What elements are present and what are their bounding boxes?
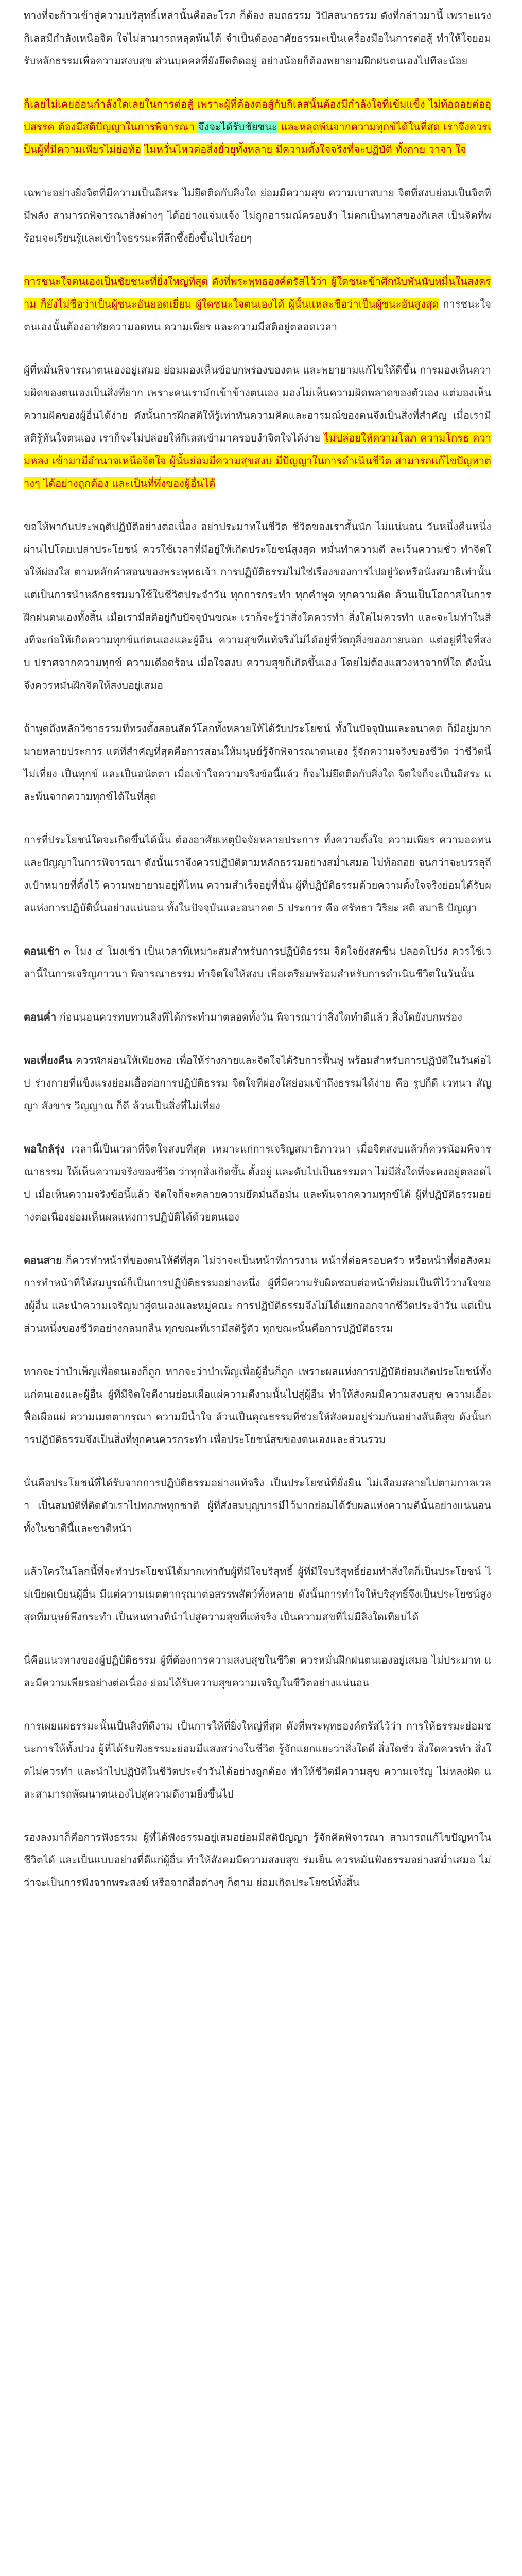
paragraph (24, 1649, 491, 1694)
paragraph-text: รองลงมาก็คือการฟังธรรม ผู้ที่ได้ฟังธรรมอยู่เสมอย่อมมีสติปัญญา รู้จักคิดพิจารณา สามารถแก้ไขปัญหาในชีวิตได้ และเป็นแบบอย่างที่ดีแก่ผู้อื่น ทำให้สังคมมีความสงบสุข ร่มเย็น ควรหมั่นฟังธรรมอย่างสม่ำเสมอ ไม่ว่าจะเป็นการฟังจากพระสงฆ์ หรือจากสื่อต่างๆ ก็ตาม ย่อมเกิดประโยชน์ทั้งสิ้น (24, 1831, 491, 1889)
paragraph (24, 1560, 491, 1628)
paragraph-lead: พอเที่ยงคืน (24, 1054, 72, 1066)
highlighted-text: ดังที่พระพุทธองค์ตรัสไว้ว่า ผู้ใดชนะข้าศึกนับพันนับหมื่นในสงคราม ก็ยังไม่ชื่อว่าเป็นผู้ชนะอันยอดเยี่ยม ผู้ใดชนะใจตนเองได้ ผู้นั้นแหละชื่อว่าเป็นผู้ชนะอันสูงสุด (24, 275, 491, 310)
paragraph-text: นั่นคือประโยชน์ที่ได้รับจากการปฏิบัติธรรมอย่างแท้จริง เป็นประโยชน์ที่ยั่งยืน ไม่เสื่อมสลายไปตามกาลเวลา เป็นสมบัติที่ติดตัวเราไปทุกภพทุกชาติ ผู้ที่สั่งสมบุญบารมีไว้มากย่อมได้รับผลแห่งความดีนั้นอย่างแน่นอน ทั้งในชาตินี้และชาติหน้า (24, 1477, 491, 1534)
paragraph-text: ถ้าพูดถึงหลักวิชาธรรมที่ทรงตั้งสอนสัตว์โลกทั้งหลายให้ได้รับประโยชน์ ทั้งในปัจจุบันและอนาคต ก็มีอยู่มากมายหลายประการ แต่ที่สำคัญที่สุดคือการสอนให้มนุษย์รู้จักพิจารณาตนเอง รู้จักความจริงของชีวิต ว่าชีวิตนี้ไม่เที่ยง เป็นทุกข์ และเป็นอนัตตา เมื่อเข้าใจความจริงข้อนี้แล้ว ก็จะไม่ยึดติดกับสิ่งใด จิตใจก็จะเป็นอิสระ และพ้นจากความทุกข์ได้ในที่สุด (24, 722, 491, 803)
paragraph (24, 1138, 491, 1228)
paragraph (24, 1006, 491, 1028)
paragraph-text (208, 275, 212, 287)
paragraph-text: ก่อนนอนควรทบทวนสิ่งที่ได้กระทำมาตลอดทั้งวัน พิจารณาว่าสิ่งใดทำดีแล้ว สิ่งใดยังบกพร่อง (56, 1011, 462, 1023)
paragraph (24, 1826, 491, 1894)
paragraph-text: ๓ โมง ๔ โมงเช้า เป็นเวลาที่เหมาะสมสำหรับการปฏิบัติธรรม จิตใจยังสดชื่น ปลอดโปร่ง ควรใช้เวลานี้ในการเจริญภาวนา พิจารณาธรรม ทำจิตใจให้สงบ เพื่อเตรียมพร้อมสำหรับการดำเนินชีวิตในวันนั้น (24, 945, 491, 980)
paragraph (24, 1471, 491, 1539)
paragraph-lead: ตอนค่ำ (24, 1011, 57, 1023)
paragraph-text: ก็ควรทำหน้าที่ของตนให้ดีที่สุด ไม่ว่าจะเป็นหน้าที่การงาน หน้าที่ต่อครอบครัว หรือหน้าที่ต่อสังคม การทำหน้าที่ให้สมบูรณ์ก็เป็นการปฏิบัติธรรมอย่างหนึ่ง ผู้ที่มีความรับผิดชอบต่อหน้าที่ย่อมเป็นที่ไว้วางใจของผู้อื่น และนำความเจริญมาสู่ตนเองและหมู่คณะ การปฏิบัติธรรมจึงไม่ได้แยกออกจากชีวิตประจำวัน แต่เป็นส่วนหนึ่งของชีวิตอย่างกลมกลืน ทุกขณะที่เรามีสติรู้ตัว ทุกขณะนั้นคือการปฏิบัติธรรม (24, 1254, 491, 1334)
paragraph-text: เฉพาะอย่างยิ่งจิตที่มีความเป็นอิสระ ไม่ยึดติดกับสิ่งใด ย่อมมีความสุข ความเบาสบาย จิตที่สงบย่อมเป็นจิตที่มีพลัง สามารถพิจารณาสิ่งต่างๆ ได้อย่างแจ่มแจ้ง ไม่ถูกอารมณ์ครอบงำ ไม่ตกเป็นทาสของกิเลส เป็นจิตที่พร้อมจะเรียนรู้และเข้าใจธรรมะที่ลึกซึ้งยิ่งขึ้นไปเรื่อยๆ (24, 187, 491, 244)
highlighted-text: ก็เลยไม่เคยอ่อนกำลังใดเลย (24, 98, 145, 110)
highlighted-text: และหลุดพ้นจากความทุกข์ได้ในที่สุด เราจึงควรเป็นผู้ที่มีความเพียรไม่ย่อท้อ (24, 121, 491, 156)
paragraph-lead: ตอนเช้า (24, 945, 60, 957)
paragraph-text: ขอให้พากันประพฤติปฏิบัติอย่างต่อเนื่อง อย่าประมาทในชีวิต ชีวิตของเราสั้นนัก ไม่แน่นอน วันหนึ่งคืนหนึ่งผ่านไปโดยเปล่าประโยชน์ ควรใช้เวลาที่มีอยู่ให้เกิดประโยชน์สูงสุด หมั่นทำความดี ละเว้นความชั่ว ทำจิตใจให้ผ่องใส ตามหลักคำสอนของพระพุทธเจ้า การปฏิบัติธรรมไม่ใช่เรื่องของการไปอยู่วัดหรือนั่งสมาธิเท่านั้น แต่เป็นการนำหลักธรรมมาใช้ในชีวิตประจำวัน ทุกการกระทำ ทุกคำพูด ทุกความคิด ล้วนเป็นโอกาสในการฝึกฝนตนเองทั้งสิ้น เมื่อเรามีสติอยู่กับปัจจุบันขณะ เราก็จะรู้ว่าสิ่งใดควรทำ สิ่งใดไม่ควรทำ และจะไม่ทำในสิ่งที่จะก่อให้เกิดความทุกข์แก่ตนเองและผู้อื่น ความสุขที่แท้จริงไม่ได้อยู่ที่วัตถุสิ่งของภายนอก แต่อยู่ที่ใจที่สงบ ปราศจากความทุกข์ ความเดือดร้อน เมื่อใจสงบ ความสุขก็เกิดขึ้นเอง โดยไม่ต้องแสวงหาจากที่ใด ดังนั้นจึงควรหมั่นฝึกจิตให้สงบอยู่เสมอ (24, 520, 491, 691)
paragraph-text: แล้วใครในโลกนี้ที่จะทำประโยชน์ได้มากเท่ากับผู้ที่มีใจบริสุทธิ์ ผู้ที่มีใจบริสุทธิ์ย่อมทำสิ่งใดก็เป็นประโยชน์ ไม่เบียดเบียนผู้อื่น มีแต่ความเมตตากรุณาต่อสรรพสัตว์ทั้งหลาย ดังนั้นการทำใจให้บริสุทธิ์จึงเป็นประโยชน์สูงสุดที่มนุษย์พึงกระทำ เป็นหนทางที่นำไปสู่ความสุขที่แท้จริง เป็นความสุขที่ไม่มีสิ่งใดเทียบได้ (24, 1565, 491, 1623)
paragraph (24, 270, 491, 338)
paragraph-text: หากจะว่าบำเพ็ญเพื่อตนเองก็ถูก หากจะว่าบำเพ็ญเพื่อผู้อื่นก็ถูก เพราะผลแห่งการปฏิบัติย่อมเกิดประโยชน์ทั้งแก่ตนเองและผู้อื่น ผู้ที่มีจิตใจดีงามย่อมเผื่อแผ่ความดีงามนั้นไปสู่ผู้อื่น ทำให้สังคมมีความสงบสุข ความเอื้อเฟื้อเผื่อแผ่ ความเมตตากรุณา ความมีน้ำใจ ล้วนเป็นคุณธรรมที่ช่วยให้สังคมอยู่ร่วมกันอย่างสันติสุข ดังนั้นการปฏิบัติธรรมจึงเป็นสิ่งที่ทุกคนควรกระทำ เพื่อประโยชน์สุขของตนเองและส่วนรวม (24, 1365, 491, 1446)
paragraph (24, 1249, 491, 1340)
highlighted-text: ไม่หวั่นไหวต่อสิ่งยั่วยุทั้งหลาย มีความตั้งใจจริงที่จะปฏิบัติ ทั้งกาย วาจา ใจ (144, 143, 466, 156)
paragraph (24, 1715, 491, 1805)
paragraph (24, 181, 491, 249)
highlighted-text: ไม่ท้อถอยต่ออุปสรรค ต้องมีสติปัญญาในการพิจารณา (24, 98, 491, 133)
paragraph-text: การเผยแผ่ธรรมะนั้นเป็นสิ่งที่ดีงาม เป็นการให้ที่ยิ่งใหญ่ที่สุด ดังที่พระพุทธองค์ตรัสไว้ว่า การให้ธรรมะย่อมชนะการให้ทั้งปวง ผู้ที่ได้รับฟังธรรมะย่อมมีแสงสว่างในชีวิต รู้จักแยกแยะว่าสิ่งใดดี สิ่งใดชั่ว สิ่งใดควรทำ สิ่งใดไม่ควรทำ และนำไปปฏิบัติในชีวิตประจำวันได้อย่างถูกต้อง ทำให้ชีวิตมีความสุข ความเจริญ ไม่หลงผิด และสามารถพัฒนาตนเองไปสู่ความดีงามยิ่งขึ้นไป (24, 1720, 491, 1800)
highlighted-text: ในการต่อสู้ เพราะผู้ที่ต้องต่อสู้กับกิเลสนั้นต้องมีกำลังใจที่เข้มแข็ง (144, 98, 429, 110)
paragraph-text: เวลานี้เป็นเวลาที่จิตใจสงบที่สุด เหมาะแก่การเจริญสมาธิภาวนา เมื่อจิตสงบแล้วก็ควรน้อมพิจารณาธรรม ให้เห็นความจริงของชีวิต ว่าทุกสิ่งเกิดขึ้น ตั้งอยู่ และดับไปเป็นธรรมดา ไม่มีสิ่งใดที่จะคงอยู่ตลอดไป เมื่อเห็นความจริงข้อนี้แล้ว จิตใจก็จะคลายความยึดมั่นถือมั่น และพ้นจากความทุกข์ได้ ผู้ที่ปฏิบัติธรรมอย่างต่อเนื่องย่อมเห็นผลแห่งการปฏิบัติได้ด้วยตนเอง (24, 1143, 491, 1223)
paragraph-text: ผู้ที่หมั่นพิจารณาตนเองอยู่เสมอ ย่อมมองเห็นข้อบกพร่องของตน และพยายามแก้ไขให้ดีขึ้น การมองเห็นความผิดของตนเองเป็นสิ่งที่ยาก เพราะคนเรามักเข้าข้างตนเอง มองไม่เห็นความผิดพลาดของตัวเอง แต่มองเห็นความผิดของผู้อื่นได้ง่าย ดังนั้นการฝึกสติให้รู้เท่าทันความคิดและอารมณ์ของตนจึงเป็นสิ่งที่สำคัญ เมื่อเรามีสติรู้ทันใจตนเอง เราก็จะไม่ปล่อยให้กิเลสเข้ามาครอบงำจิตใจได้ง่าย (24, 364, 491, 444)
paragraph (24, 515, 491, 697)
paragraph-lead: พอใกล้รุ่ง (24, 1143, 65, 1155)
highlighted-text: ไม่ปล่อยให้ความโลภ ความโกรธ ความหลง เข้ามามีอำนาจเหนือจิตใจ ผู้นั้นย่อมมีความสุขสงบ มีปัญญาในการดำเนินชีวิต สามารถแก้ไขปัญหาต่างๆ ได้อย่างถูกต้อง และเป็นที่พึ่งของผู้อื่นได้ (24, 432, 491, 489)
highlighted-text: การชนะใจตนเองเป็นชัยชนะที่ยิ่งใหญ่ที่สุด (24, 275, 208, 287)
paragraph-text: การที่ประโยชน์ใดจะเกิดขึ้นได้นั้น ต้องอาศัยเหตุปัจจัยหลายประการ ทั้งความตั้งใจ ความเพียร ความอดทน และปัญญาในการพิจารณา ดังนั้นเราจึงควรปฏิบัติตามหลักธรรมอย่างสม่ำเสมอ ไม่ท้อถอย จนกว่าจะบรรลุถึงเป้าหมายที่ตั้งไว้ ความพยายามอยู่ที่ไหน ความสำเร็จอยู่ที่นั่น ผู้ที่ปฏิบัติธรรมด้วยความตั้งใจจริงย่อมได้รับผลแห่งการปฏิบัตินั้นอย่างแน่นอน ทั้งในปัจจุบันและอนาคต 5 ประการ คือ ศรัทธา วิริยะ สติ สมาธิ ปัญญา (24, 834, 491, 914)
paragraph (24, 1360, 491, 1451)
paragraph (24, 359, 491, 495)
paragraph-lead: ตอนสาย (24, 1254, 62, 1266)
highlighted-text: จึงจะได้รับชัยชนะ (198, 121, 277, 133)
paragraph-text: นี่คือแนวทางของผู้ปฏิบัติธรรม ผู้ที่ต้องการความสงบสุขในชีวิต ควรหมั่นฝึกฝนตนเองอยู่เสมอ ไม่ประมาท และมีความเพียรอย่างต่อเนื่อง ย่อมได้รับความสุขความเจริญในชีวิตอย่างแน่นอน (24, 1654, 491, 1689)
paragraph-text: ทางที่จะก้าวเข้าสู่ความบริสุทธิ์เหล่านั้นคือละโรภ ก็ต้อง สมถธรรม วิปัสสนาธรรม ดังที่กล่าวมานี้ เพราะแรงกิเลสมีกำลังเหนือจิต ใจไม่สามารถหลุดพ้นได้ จำเป็นต้องอาศัยธรรมะเป็นเครื่องมือในการต่อสู้ ทำให้ใจยอมรับหลักธรรมเพื่อความสงบสุข ส่วนบุคคลที่ยังยึดติดอยู่ อย่างน้อยก็ต้องพยายามฝึกฝนตนเองไปทีละน้อย (24, 9, 491, 67)
paragraph-text: ควรพักผ่อนให้เพียงพอ เพื่อให้ร่างกายและจิตใจได้รับการฟื้นฟู พร้อมสำหรับการปฏิบัติในวันต่อไป ร่างกายที่แข็งแรงย่อมเอื้อต่อการปฏิบัติธรรม จิตใจที่ผ่องใสย่อมเข้าถึงธรรมได้ง่าย คือ รูปก็ดี เวทนา สัญญา สังขาร วิญญาณ ก็ดี ล้วนเป็นสิ่งที่ไม่เที่ยง (24, 1054, 491, 1112)
paragraph (24, 717, 491, 808)
paragraph (24, 4, 491, 72)
paragraph (24, 940, 491, 985)
paragraph (24, 828, 491, 919)
paragraph (24, 93, 491, 161)
paragraph (24, 1049, 491, 1117)
paragraph-text: การชนะใจตนเองนั้นต้องอาศัยความอดทน ความเพียร และความมีสติอยู่ตลอดเวลา (24, 298, 491, 333)
